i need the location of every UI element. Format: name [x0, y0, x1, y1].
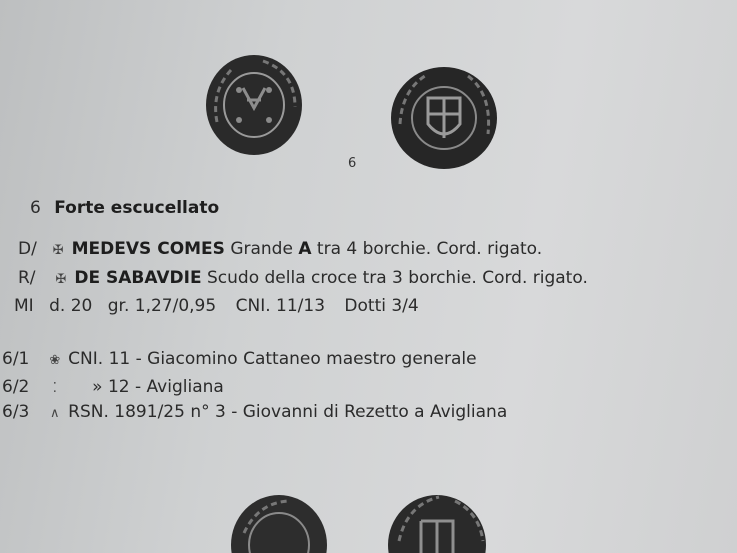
cross-icon: ✠: [55, 272, 67, 287]
weight: gr. 1,27/0,95: [107, 296, 217, 316]
entry-number: 6: [30, 198, 41, 218]
dotti-reference: Dotti 3/4: [344, 296, 419, 316]
cni-reference: CNI. 11/13: [235, 296, 326, 316]
variant-id: 6/3: [2, 402, 30, 422]
coin-reverse-image: [388, 64, 500, 172]
variant-text: RSN. 1891/25 n° 3 - Giovanni di Rezetto a Avigliana: [68, 402, 508, 422]
cross-icon: ✠: [52, 243, 64, 258]
reverse-prefix: R/: [18, 268, 36, 288]
dots-icon: ⁚: [52, 381, 57, 396]
reverse-line: [18, 268, 588, 288]
obverse-pre: Grande: [230, 239, 293, 259]
coin-reverse-image-bottom: [385, 491, 489, 553]
variant-id: 6/2: [2, 377, 30, 397]
metal-line: [14, 296, 419, 316]
caret-icon: ∧: [50, 406, 60, 421]
variant-row: [2, 377, 224, 397]
variant-text: CNI. 11 - Giacomino Cattaneo maestro generale: [68, 349, 477, 369]
obverse-legend: MEDEVS COMES: [71, 239, 225, 259]
entry-heading: [30, 198, 219, 218]
metal-prefix: MI: [14, 296, 34, 316]
variant-text: » 12 - Avigliana: [92, 377, 224, 397]
obverse-line: [18, 239, 542, 259]
figure-number: 6: [348, 156, 357, 171]
variant-row: [2, 349, 477, 369]
diameter: d. 20: [49, 296, 93, 316]
entry-title: Forte escucellato: [54, 198, 220, 218]
rosette-icon: ❀: [49, 353, 61, 368]
coin-obverse-image: [203, 52, 305, 158]
obverse-prefix: D/: [18, 239, 37, 259]
variant-id: 6/1: [2, 349, 30, 369]
coin-obverse-image-bottom: [228, 493, 330, 553]
reverse-legend: DE SABAVDIE: [74, 268, 202, 288]
reverse-description: Scudo della croce tra 3 borchie. Cord. rigato.: [206, 268, 588, 288]
obverse-letter: A: [298, 239, 312, 259]
obverse-description: tra 4 borchie. Cord. rigato.: [316, 239, 543, 259]
variant-row: [2, 402, 507, 422]
